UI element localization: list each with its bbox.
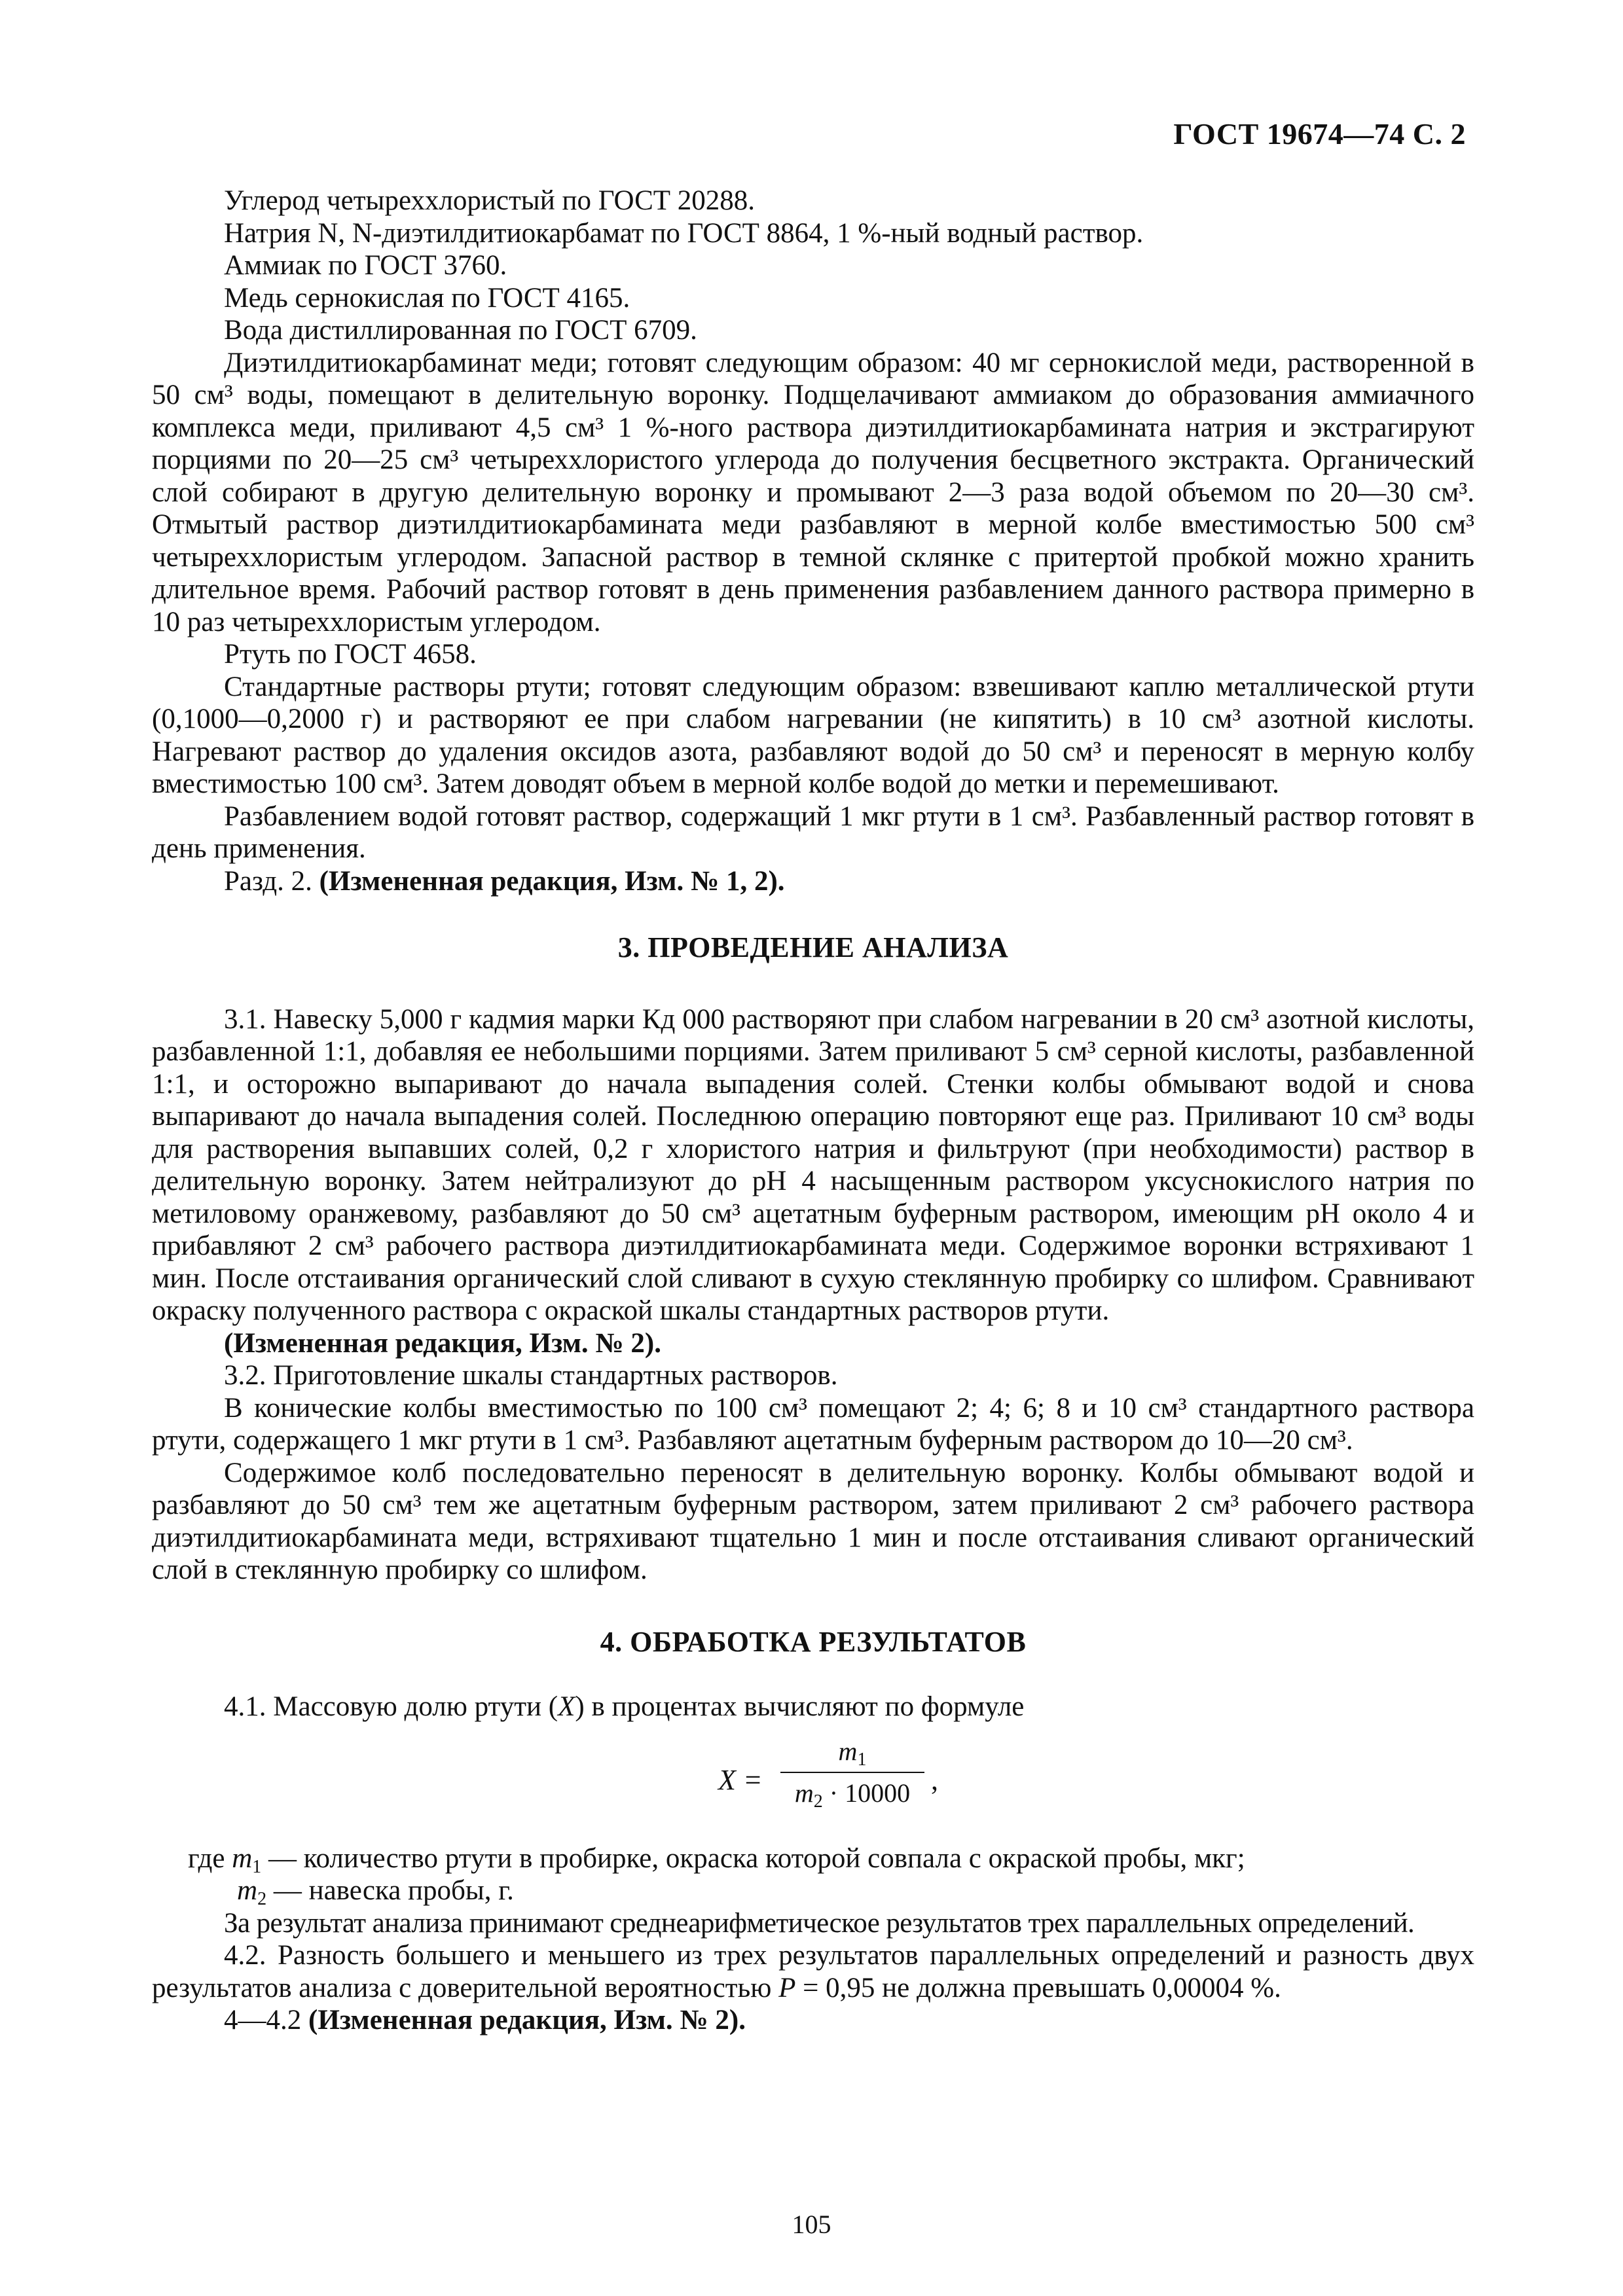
paragraph-3-2-a: В конические колбы вместимостью по 100 см³ помещают 2; 4; 6; 8 и 10 см³ стандартного раствора ртути, содержащего 1 мкг ртути в 1 см³. Разбавляют ацетатным буферным раствором до 10—20 см³. [152, 1392, 1474, 1456]
fraction-bar [780, 1772, 924, 1773]
paragraph-3-2-b: Содержимое колб последовательно переносят в делительную воронку. Колбы обмывают водой и разбавляют до 50 см³ тем же ацетатным буферным раствором, затем приливают 2 см³ рабочего раствора диэтилдитиокарбамината меди, встряхивают тщательно 1 мин и после отстаивания сливают органический слой в стеклянную пробирку со шлифом. [152, 1457, 1474, 1585]
document-header: ГОСТ 19674—74 С. 2 [1173, 117, 1466, 151]
formula-comma: , [931, 1763, 938, 1796]
legend-m1: где $m_1$ — количество ртути в пробирке, окраска которой совпала с окраской пробы, мкг; [188, 1842, 1245, 1877]
reagent-copper-dtc: Диэтилдитиокарбаминат меди; готовят следующим образом: 40 мг сернокислой меди, растворенной в 50 см³ воды, помещают в делительную воронку. Подщелачивают аммиаком до образования аммиачного комплекса меди, приливают 4,5 см³ 1 %-ного раствора диэтилдитиокарбамината натрия и экстрагируют порциями по 20—25 см³ четыреххлористого углерода до получения бесцветного экстракта. Органический слой собирают в другую делительную воронку и промывают 2—3 раза водой объемом по 20—30 см³. Отмытый раствор диэтилдитиокарбамината меди разбавляют в мерной колбе вместимостью 500 см³ четыреххлористым углеродом. Запасной раствор в темной склянке с притертой пробкой можно хранить длительное время. Рабочий раствор готовят в день применения разбавлением данного раствора примерно в 10 раз четыреххлористым углеродом. [152, 347, 1474, 637]
reagent-copper-sulfate: Медь сернокислая по ГОСТ 4165. [224, 282, 630, 314]
paragraph-3-2: 3.2. Приготовление шкалы стандартных растворов. [224, 1360, 838, 1391]
reagent-dilution: Разбавлением водой готовят раствор, содержащий 1 мкг ртути в 1 см³. Разбавленный раствор готовят в день применения. [152, 800, 1474, 864]
legend-m2: $m_2$ — навеска пробы, г. [237, 1875, 514, 1909]
section2-amendment [152, 865, 1474, 898]
paragraph-4-1 [152, 1691, 1474, 1723]
formula-lhs: X = [718, 1763, 763, 1796]
formula-fraction [780, 1735, 924, 1810]
p41-variable: X [558, 1691, 575, 1722]
amendment-prefix: Разд. 2. [224, 865, 319, 897]
document-body [152, 185, 1474, 2037]
p41-suffix: ) в процентах вычисляют по формуле [575, 1691, 1025, 1722]
page-number: 105 [792, 2210, 831, 2239]
amendment-note: (Измененная редакция, Изм. № 2). [308, 2005, 746, 2036]
section3-title: 3. ПРОВЕДЕНИЕ АНАЛИЗА [617, 931, 1009, 963]
formula-denominator: $m_2 \cdot 10000$ [794, 1778, 911, 1812]
result-note: За результат анализа принимают среднеарифметическое результатов трех параллельных определений. [224, 1907, 1415, 1939]
paragraph-3-1: 3.1. Навеску 5,000 г кадмия марки Кд 000 растворяют при слабом нагревании в 20 см³ азотной кислоты, разбавленной 1:1, добавляя ее небольшими порциями. Затем приливают 5 см³ серной кислоты, разбавленной 1:1, и осторожно выпаривают до начала выпадения солей. Стенки колбы обмывают водой и снова выпаривают до начала выпадения солей. Последнюю операцию повторяют еще раз. Приливают 10 см³ воды для растворения выпавших солей, 0,2 г хлористого натрия и фильтруют (при необходимости) раствор в делительную воронку. Затем нейтрализуют до pH 4 насыщенным раствором уксуснокислого натрия по метиловому оранжевому, разбавляют до 50 см³ ацетатным буферным раствором, имеющим pH около 4 и прибавляют 2 см³ рабочего раствора диэтилдитиокарбамината меди. Содержимое воронки встряхивают 1 мин. После отстаивания органический слой сливают в сухую стеклянную пробирку со шлифом. Сравнивают окраску полученного раствора с окраской шкалы стандартных растворов ртути. [152, 1003, 1474, 1326]
mass-fraction-formula [152, 1735, 1474, 1827]
section4-title: 4. ОБРАБОТКА РЕЗУЛЬТАТОВ [600, 1625, 1027, 1658]
p41-prefix: 4.1. Массовую долю ртути ( [224, 1691, 558, 1722]
amendment-prefix: 4—4.2 [224, 2005, 308, 2036]
amendment-note: (Измененная редакция, Изм. № 1, 2). [319, 865, 785, 897]
section3-amendment: (Измененная редакция, Изм. № 2). [224, 1327, 661, 1359]
reagent-mercury: Ртуть по ГОСТ 4658. [224, 639, 477, 670]
reagent-carbon-tetrachloride: Углерод четыреххлористый по ГОСТ 20288. [224, 185, 756, 216]
formula-numerator: $m_1$ [838, 1736, 867, 1770]
reagent-standard-solutions: Стандартные растворы ртути; готовят следующим образом: взвешивают каплю металлической ртути (0,1000—0,2000 г) и растворяют ее при слабом нагревании (не кипятить) в 10 см³ азотной кислоты. Нагревают раствор до удаления оксидов азота, разбавляют водой до 50 см³ и переносят в мерную колбу вместимостью 100 см³. Затем доводят объем в мерной колбе водой до метки и перемешивают. [152, 671, 1474, 799]
section4-amendment [152, 2004, 1474, 2037]
reagent-sodium-dtc: Натрия N, N-диэтилдитиокарбамат по ГОСТ 8864, 1 %-ный водный раствор. [224, 217, 1144, 249]
paragraph-4-2: 4.2. Разность большего и меньшего из трех результатов параллельных определений и разность двух результатов анализа с доверительной вероятностью P = 0,95 не должна превышать 0,00004 %. [152, 1940, 1474, 2003]
reagent-distilled-water: Вода дистиллированная по ГОСТ 6709. [224, 315, 697, 346]
reagent-ammonia: Аммиак по ГОСТ 3760. [224, 250, 507, 281]
